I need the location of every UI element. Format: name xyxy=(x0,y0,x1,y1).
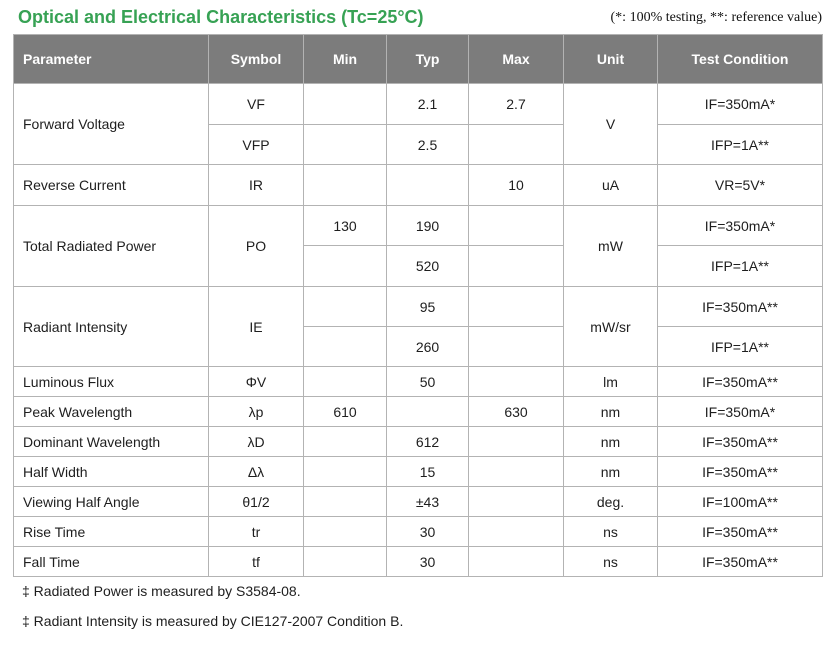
table-row xyxy=(14,517,823,547)
symbol-cell: tr xyxy=(209,517,304,547)
table-row xyxy=(14,84,823,125)
max-cell xyxy=(469,367,564,397)
max-cell: 2.7 xyxy=(469,84,564,125)
condition-cell: IFP=1A** xyxy=(658,125,823,165)
parameter-cell: Rise Time xyxy=(14,517,209,547)
condition-cell: IF=350mA** xyxy=(658,287,823,327)
table-row xyxy=(14,165,823,206)
header-typ: Typ xyxy=(387,35,469,84)
symbol-cell: ΦV xyxy=(209,367,304,397)
typ-cell: 2.5 xyxy=(387,125,469,165)
typ-cell: 520 xyxy=(387,246,469,287)
max-cell xyxy=(469,327,564,367)
typ-cell: 30 xyxy=(387,547,469,577)
condition-cell: IF=350mA* xyxy=(658,84,823,125)
table-row xyxy=(14,397,823,427)
unit-cell: nm xyxy=(564,457,658,487)
symbol-cell: λp xyxy=(209,397,304,427)
min-cell xyxy=(304,246,387,287)
min-cell: 610 xyxy=(304,397,387,427)
max-cell xyxy=(469,246,564,287)
min-cell xyxy=(304,367,387,397)
parameter-cell: Fall Time xyxy=(14,547,209,577)
table-row xyxy=(14,487,823,517)
max-cell: 630 xyxy=(469,397,564,427)
symbol-cell: λD xyxy=(209,427,304,457)
condition-cell: IF=350mA** xyxy=(658,547,823,577)
typ-cell: ±43 xyxy=(387,487,469,517)
max-cell xyxy=(469,206,564,246)
symbol-cell: PO xyxy=(209,206,304,287)
condition-cell: IF=350mA* xyxy=(658,206,823,246)
unit-cell: mW/sr xyxy=(564,287,658,367)
table-row xyxy=(14,206,823,246)
typ-cell: 15 xyxy=(387,457,469,487)
parameter-cell: Luminous Flux xyxy=(14,367,209,397)
min-cell xyxy=(304,547,387,577)
condition-cell: VR=5V* xyxy=(658,165,823,206)
header-test-condition: Test Condition xyxy=(658,35,823,84)
typ-cell: 95 xyxy=(387,287,469,327)
max-cell xyxy=(469,457,564,487)
condition-cell: IF=100mA** xyxy=(658,487,823,517)
header-min: Min xyxy=(304,35,387,84)
max-cell xyxy=(469,547,564,577)
table-row xyxy=(14,367,823,397)
parameter-cell: Radiant Intensity xyxy=(14,287,209,367)
min-cell xyxy=(304,487,387,517)
symbol-cell: Δλ xyxy=(209,457,304,487)
min-cell xyxy=(304,457,387,487)
header-parameter: Parameter xyxy=(14,35,209,84)
condition-cell: IF=350mA** xyxy=(658,517,823,547)
max-cell xyxy=(469,517,564,547)
typ-cell: 50 xyxy=(387,367,469,397)
symbol-cell: IE xyxy=(209,287,304,367)
parameter-cell: Forward Voltage xyxy=(14,84,209,165)
min-cell: 130 xyxy=(304,206,387,246)
unit-cell: deg. xyxy=(564,487,658,517)
symbol-cell: θ1/2 xyxy=(209,487,304,517)
condition-cell: IFP=1A** xyxy=(658,327,823,367)
header-max: Max xyxy=(469,35,564,84)
symbol-cell: VFP xyxy=(209,125,304,165)
header-unit: Unit xyxy=(564,35,658,84)
symbol-cell: tf xyxy=(209,547,304,577)
unit-cell: mW xyxy=(564,206,658,287)
condition-cell: IF=350mA** xyxy=(658,457,823,487)
parameter-cell: Half Width xyxy=(14,457,209,487)
parameter-cell: Dominant Wavelength xyxy=(14,427,209,457)
unit-cell: lm xyxy=(564,367,658,397)
characteristics-table xyxy=(13,34,823,577)
unit-cell: ns xyxy=(564,517,658,547)
header-symbol: Symbol xyxy=(209,35,304,84)
footnote-radiant-intensity: ‡ Radiant Intensity is measured by CIE127-2007 Condition B. xyxy=(22,613,404,629)
unit-cell: nm xyxy=(564,427,658,457)
table-row xyxy=(14,287,823,327)
typ-cell: 190 xyxy=(387,206,469,246)
table-header-row xyxy=(14,35,823,84)
condition-cell: IF=350mA** xyxy=(658,427,823,457)
parameter-cell: Peak Wavelength xyxy=(14,397,209,427)
typ-cell xyxy=(387,397,469,427)
max-cell xyxy=(469,125,564,165)
parameter-cell: Reverse Current xyxy=(14,165,209,206)
table-row xyxy=(14,457,823,487)
min-cell xyxy=(304,517,387,547)
condition-cell: IFP=1A** xyxy=(658,246,823,287)
table-row xyxy=(14,547,823,577)
unit-cell: nm xyxy=(564,397,658,427)
max-cell xyxy=(469,487,564,517)
max-cell: 10 xyxy=(469,165,564,206)
parameter-cell: Total Radiated Power xyxy=(14,206,209,287)
section-title: Optical and Electrical Characteristics (Tc=25°C) xyxy=(18,7,424,27)
table-row xyxy=(14,427,823,457)
typ-cell: 612 xyxy=(387,427,469,457)
min-cell xyxy=(304,84,387,125)
unit-cell: uA xyxy=(564,165,658,206)
typ-cell: 260 xyxy=(387,327,469,367)
min-cell xyxy=(304,125,387,165)
unit-cell: V xyxy=(564,84,658,165)
unit-cell: ns xyxy=(564,547,658,577)
min-cell xyxy=(304,427,387,457)
min-cell xyxy=(304,327,387,367)
typ-cell xyxy=(387,165,469,206)
parameter-cell: Viewing Half Angle xyxy=(14,487,209,517)
symbol-cell: VF xyxy=(209,84,304,125)
max-cell xyxy=(469,287,564,327)
max-cell xyxy=(469,427,564,457)
testing-legend-note: (*: 100% testing, **: reference value) xyxy=(610,10,822,25)
footnote-radiated-power: ‡ Radiated Power is measured by S3584-08. xyxy=(22,583,301,599)
condition-cell: IF=350mA** xyxy=(658,367,823,397)
typ-cell: 2.1 xyxy=(387,84,469,125)
condition-cell: IF=350mA* xyxy=(658,397,823,427)
symbol-cell: IR xyxy=(209,165,304,206)
min-cell xyxy=(304,287,387,327)
min-cell xyxy=(304,165,387,206)
typ-cell: 30 xyxy=(387,517,469,547)
